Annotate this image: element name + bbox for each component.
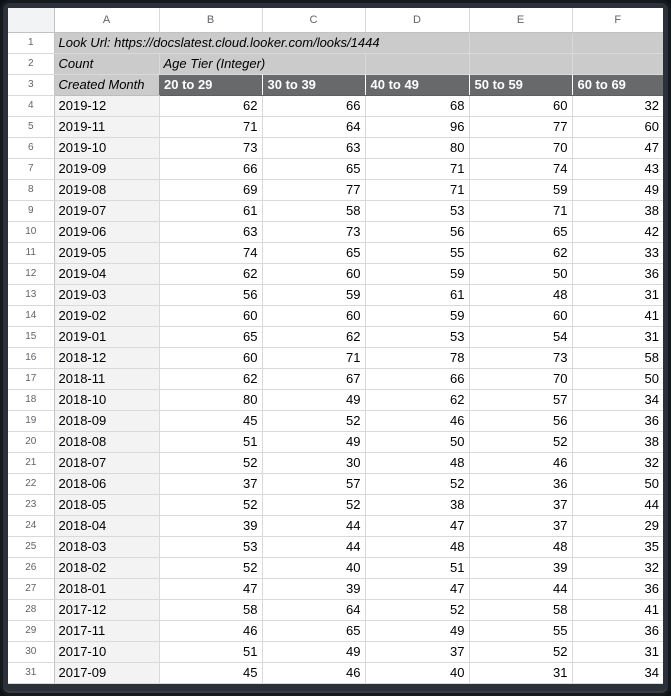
value-cell[interactable]: 64 [262,599,365,620]
row-number[interactable]: 8 [8,179,54,200]
table-row [8,578,663,599]
table-row [8,263,663,284]
value-cell[interactable]: 38 [365,494,469,515]
table-row [8,116,663,137]
data-rows [8,95,663,683]
value-cell[interactable]: 31 [572,326,663,347]
table-row [8,95,663,116]
select-all-corner[interactable] [8,8,54,32]
value-cell[interactable]: 32 [572,452,663,473]
value-cell[interactable]: 66 [262,95,365,116]
month-cell[interactable]: 2019-03 [54,284,159,305]
value-cell[interactable]: 35 [572,536,663,557]
value-cell[interactable]: 49 [262,389,365,410]
row-number[interactable]: 27 [8,578,54,599]
value-cell[interactable]: 49 [262,641,365,662]
value-cell[interactable]: 58 [572,347,663,368]
value-cell[interactable]: 46 [262,662,365,683]
table-row [8,200,663,221]
value-cell[interactable]: 60 [469,305,572,326]
value-cell[interactable]: 74 [159,242,262,263]
month-cell[interactable]: 2018-03 [54,536,159,557]
row-number[interactable]: 23 [8,494,54,515]
month-cell[interactable]: 2019-09 [54,158,159,179]
row-number[interactable]: 13 [8,284,54,305]
value-cell[interactable]: 96 [365,116,469,137]
month-cell[interactable]: 2019-05 [54,242,159,263]
month-cell[interactable]: 2017-12 [54,599,159,620]
empty-cell-e2[interactable] [469,53,572,74]
value-cell[interactable]: 36 [572,620,663,641]
value-cell[interactable]: 52 [262,494,365,515]
value-cell[interactable]: 47 [365,515,469,536]
month-cell[interactable]: 2019-08 [54,179,159,200]
value-cell[interactable]: 32 [572,557,663,578]
value-cell[interactable]: 56 [159,284,262,305]
value-cell[interactable]: 39 [262,578,365,599]
value-cell[interactable]: 49 [262,431,365,452]
empty-cell-e1[interactable] [469,32,572,53]
month-cell[interactable]: 2019-11 [54,116,159,137]
value-cell[interactable]: 55 [469,620,572,641]
value-cell[interactable]: 62 [159,263,262,284]
bucket-header-30-39[interactable]: 30 to 39 [262,74,365,95]
table-row [8,473,663,494]
value-cell[interactable]: 59 [262,284,365,305]
value-cell[interactable]: 57 [262,473,365,494]
value-cell[interactable]: 49 [365,620,469,641]
value-cell[interactable]: 55 [365,242,469,263]
value-cell[interactable]: 39 [159,515,262,536]
row-number[interactable]: 29 [8,620,54,641]
value-cell[interactable]: 38 [572,200,663,221]
value-cell[interactable]: 50 [572,473,663,494]
value-cell[interactable]: 65 [159,326,262,347]
row-number[interactable]: 16 [8,347,54,368]
month-cell[interactable]: 2018-06 [54,473,159,494]
row-number[interactable]: 12 [8,263,54,284]
row-number[interactable]: 5 [8,116,54,137]
table-row [8,410,663,431]
value-cell[interactable]: 32 [572,95,663,116]
value-cell[interactable]: 59 [365,305,469,326]
value-cell[interactable]: 60 [469,95,572,116]
value-cell[interactable]: 36 [469,473,572,494]
look-url-row [8,32,663,53]
value-cell[interactable]: 52 [365,599,469,620]
row-number[interactable]: 10 [8,221,54,242]
row-number[interactable]: 19 [8,410,54,431]
row-number[interactable]: 14 [8,305,54,326]
value-cell[interactable]: 46 [365,410,469,431]
table-row [8,305,663,326]
value-cell[interactable]: 61 [159,200,262,221]
value-cell[interactable]: 40 [365,662,469,683]
value-cell[interactable]: 47 [159,578,262,599]
value-cell[interactable]: 78 [365,347,469,368]
value-cell[interactable]: 31 [572,641,663,662]
table-row [8,662,663,683]
value-cell[interactable]: 58 [469,599,572,620]
value-cell[interactable]: 62 [469,242,572,263]
month-cell[interactable]: 2017-11 [54,620,159,641]
pivot-header-row [8,74,663,95]
bucket-header-60-69[interactable]: 60 to 69 [572,74,663,95]
value-cell[interactable]: 44 [572,494,663,515]
month-cell[interactable]: 2019-04 [54,263,159,284]
value-cell[interactable]: 60 [159,305,262,326]
table-row [8,326,663,347]
value-cell[interactable]: 36 [572,410,663,431]
table-row [8,242,663,263]
bucket-header-40-49[interactable]: 40 to 49 [365,74,469,95]
value-cell[interactable]: 49 [572,179,663,200]
value-cell[interactable]: 53 [159,536,262,557]
value-cell[interactable]: 52 [159,557,262,578]
row-number[interactable]: 2 [8,53,54,74]
value-cell[interactable]: 36 [572,578,663,599]
value-cell[interactable]: 45 [159,410,262,431]
month-cell[interactable]: 2019-12 [54,95,159,116]
month-cell[interactable]: 2018-12 [54,347,159,368]
value-cell[interactable]: 71 [262,347,365,368]
value-cell[interactable]: 58 [262,200,365,221]
table-row [8,431,663,452]
value-cell[interactable]: 34 [572,389,663,410]
value-cell[interactable]: 37 [159,473,262,494]
value-cell[interactable]: 44 [262,515,365,536]
empty-cell-d2[interactable] [365,53,469,74]
value-cell[interactable]: 48 [469,536,572,557]
value-cell[interactable]: 60 [159,347,262,368]
value-cell[interactable]: 44 [469,578,572,599]
value-cell[interactable]: 48 [365,452,469,473]
column-header-b[interactable]: B [159,8,262,32]
value-cell[interactable]: 33 [572,242,663,263]
month-cell[interactable]: 2018-08 [54,431,159,452]
table-row [8,557,663,578]
value-cell[interactable]: 31 [469,662,572,683]
value-cell[interactable]: 62 [262,326,365,347]
value-cell[interactable]: 62 [365,389,469,410]
value-cell[interactable]: 71 [159,116,262,137]
month-cell[interactable]: 2018-07 [54,452,159,473]
bucket-header-20-29[interactable]: 20 to 29 [159,74,262,95]
value-cell[interactable]: 65 [262,620,365,641]
value-cell[interactable]: 77 [469,116,572,137]
value-cell[interactable]: 59 [469,179,572,200]
row-number[interactable]: 22 [8,473,54,494]
table-row [8,284,663,305]
value-cell[interactable]: 65 [469,221,572,242]
value-cell[interactable]: 80 [365,137,469,158]
table-row [8,158,663,179]
value-cell[interactable]: 31 [572,284,663,305]
row-number[interactable]: 7 [8,158,54,179]
labels-row [8,53,663,74]
table-row [8,620,663,641]
column-header-row [8,8,663,32]
row-number[interactable]: 26 [8,557,54,578]
column-header-e[interactable]: E [469,8,572,32]
row-number[interactable]: 21 [8,452,54,473]
value-cell[interactable]: 47 [365,578,469,599]
value-cell[interactable]: 52 [159,494,262,515]
value-cell[interactable]: 56 [469,410,572,431]
value-cell[interactable]: 42 [572,221,663,242]
column-header-f[interactable]: F [572,8,663,32]
value-cell[interactable]: 62 [159,95,262,116]
value-cell[interactable]: 65 [262,242,365,263]
row-number[interactable]: 11 [8,242,54,263]
value-cell[interactable]: 67 [262,368,365,389]
value-cell[interactable]: 58 [159,599,262,620]
empty-cell-f1[interactable] [572,32,663,53]
pivot-label-cell[interactable]: Age Tier (Integer) [159,53,365,74]
row-number[interactable]: 31 [8,662,54,683]
month-cell[interactable]: 2018-05 [54,494,159,515]
bucket-header-50-59[interactable]: 50 to 59 [469,74,572,95]
value-cell[interactable]: 51 [159,431,262,452]
table-row [8,641,663,662]
column-header-c[interactable]: C [262,8,365,32]
value-cell[interactable]: 62 [159,368,262,389]
value-cell[interactable]: 45 [159,662,262,683]
column-header-d[interactable]: D [365,8,469,32]
month-cell[interactable]: 2018-02 [54,557,159,578]
month-cell[interactable]: 2018-10 [54,389,159,410]
dimension-header-cell[interactable]: Created Month [54,74,159,95]
value-cell[interactable]: 30 [262,452,365,473]
table-row [8,179,663,200]
month-cell[interactable]: 2018-01 [54,578,159,599]
value-cell[interactable]: 73 [469,347,572,368]
value-cell[interactable]: 54 [469,326,572,347]
value-cell[interactable]: 63 [262,137,365,158]
month-cell[interactable]: 2019-10 [54,137,159,158]
table-row [8,494,663,515]
value-cell[interactable]: 63 [159,221,262,242]
month-cell[interactable]: 2017-09 [54,662,159,683]
row-number[interactable]: 28 [8,599,54,620]
table-row [8,221,663,242]
table-row [8,389,663,410]
table-row [8,368,663,389]
value-cell[interactable]: 46 [469,452,572,473]
value-cell[interactable]: 74 [469,158,572,179]
month-cell[interactable]: 2018-09 [54,410,159,431]
value-cell[interactable]: 52 [262,410,365,431]
value-cell[interactable]: 50 [469,263,572,284]
month-cell[interactable]: 2019-07 [54,200,159,221]
month-cell[interactable]: 2018-04 [54,515,159,536]
row-number[interactable]: 1 [8,32,54,53]
measure-label-cell[interactable]: Count [54,53,159,74]
value-cell[interactable]: 53 [365,326,469,347]
value-cell[interactable]: 80 [159,389,262,410]
row-number[interactable]: 30 [8,641,54,662]
month-cell[interactable]: 2018-11 [54,368,159,389]
value-cell[interactable]: 37 [469,515,572,536]
value-cell[interactable]: 47 [572,137,663,158]
value-cell[interactable]: 69 [159,179,262,200]
column-header-a[interactable]: A [54,8,159,32]
value-cell[interactable]: 41 [572,599,663,620]
value-cell[interactable]: 50 [365,431,469,452]
value-cell[interactable]: 71 [365,179,469,200]
row-number[interactable]: 18 [8,389,54,410]
month-cell[interactable]: 2019-02 [54,305,159,326]
value-cell[interactable]: 34 [572,662,663,683]
month-cell[interactable]: 2019-06 [54,221,159,242]
value-cell[interactable]: 65 [262,158,365,179]
table-row [8,515,663,536]
table-row [8,536,663,557]
value-cell[interactable]: 52 [469,431,572,452]
row-number[interactable]: 20 [8,431,54,452]
value-cell[interactable]: 73 [262,221,365,242]
row-number[interactable]: 3 [8,74,54,95]
row-number[interactable]: 4 [8,95,54,116]
value-cell[interactable]: 70 [469,368,572,389]
month-cell[interactable]: 2019-01 [54,326,159,347]
table-row [8,599,663,620]
value-cell[interactable]: 50 [572,368,663,389]
value-cell[interactable]: 53 [365,200,469,221]
value-cell[interactable]: 66 [159,158,262,179]
value-cell[interactable]: 46 [159,620,262,641]
value-cell[interactable]: 52 [365,473,469,494]
value-cell[interactable]: 68 [365,95,469,116]
value-cell[interactable]: 40 [262,557,365,578]
value-cell[interactable]: 73 [159,137,262,158]
value-cell[interactable]: 36 [572,263,663,284]
value-cell[interactable]: 71 [469,200,572,221]
value-cell[interactable]: 59 [365,263,469,284]
value-cell[interactable]: 64 [262,116,365,137]
value-cell[interactable]: 39 [469,557,572,578]
value-cell[interactable]: 56 [365,221,469,242]
value-cell[interactable]: 48 [365,536,469,557]
value-cell[interactable]: 43 [572,158,663,179]
table-row [8,137,663,158]
value-cell[interactable]: 61 [365,284,469,305]
value-cell[interactable]: 41 [572,305,663,326]
value-cell[interactable]: 51 [159,641,262,662]
value-cell[interactable]: 77 [262,179,365,200]
value-cell[interactable]: 29 [572,515,663,536]
row-number[interactable]: 15 [8,326,54,347]
value-cell[interactable]: 70 [469,137,572,158]
value-cell[interactable]: 71 [365,158,469,179]
row-number[interactable]: 17 [8,368,54,389]
value-cell[interactable]: 51 [365,557,469,578]
spreadsheet [8,8,663,684]
look-url-cell[interactable]: Look Url: https://docslatest.cloud.looker.com/looks/1444 [54,32,469,53]
table-row [8,452,663,473]
value-cell[interactable]: 52 [469,641,572,662]
row-number[interactable]: 25 [8,536,54,557]
value-cell[interactable]: 57 [469,389,572,410]
value-cell[interactable]: 60 [262,263,365,284]
month-cell[interactable]: 2017-10 [54,641,159,662]
value-cell[interactable]: 60 [572,116,663,137]
value-cell[interactable]: 52 [159,452,262,473]
value-cell[interactable]: 60 [262,305,365,326]
row-number[interactable]: 9 [8,200,54,221]
empty-cell-f2[interactable] [572,53,663,74]
spreadsheet-grid [8,8,663,684]
row-number[interactable]: 6 [8,137,54,158]
value-cell[interactable]: 38 [572,431,663,452]
value-cell[interactable]: 48 [469,284,572,305]
value-cell[interactable]: 44 [262,536,365,557]
table-row [8,347,663,368]
value-cell[interactable]: 37 [365,641,469,662]
value-cell[interactable]: 37 [469,494,572,515]
row-number[interactable]: 24 [8,515,54,536]
value-cell[interactable]: 66 [365,368,469,389]
